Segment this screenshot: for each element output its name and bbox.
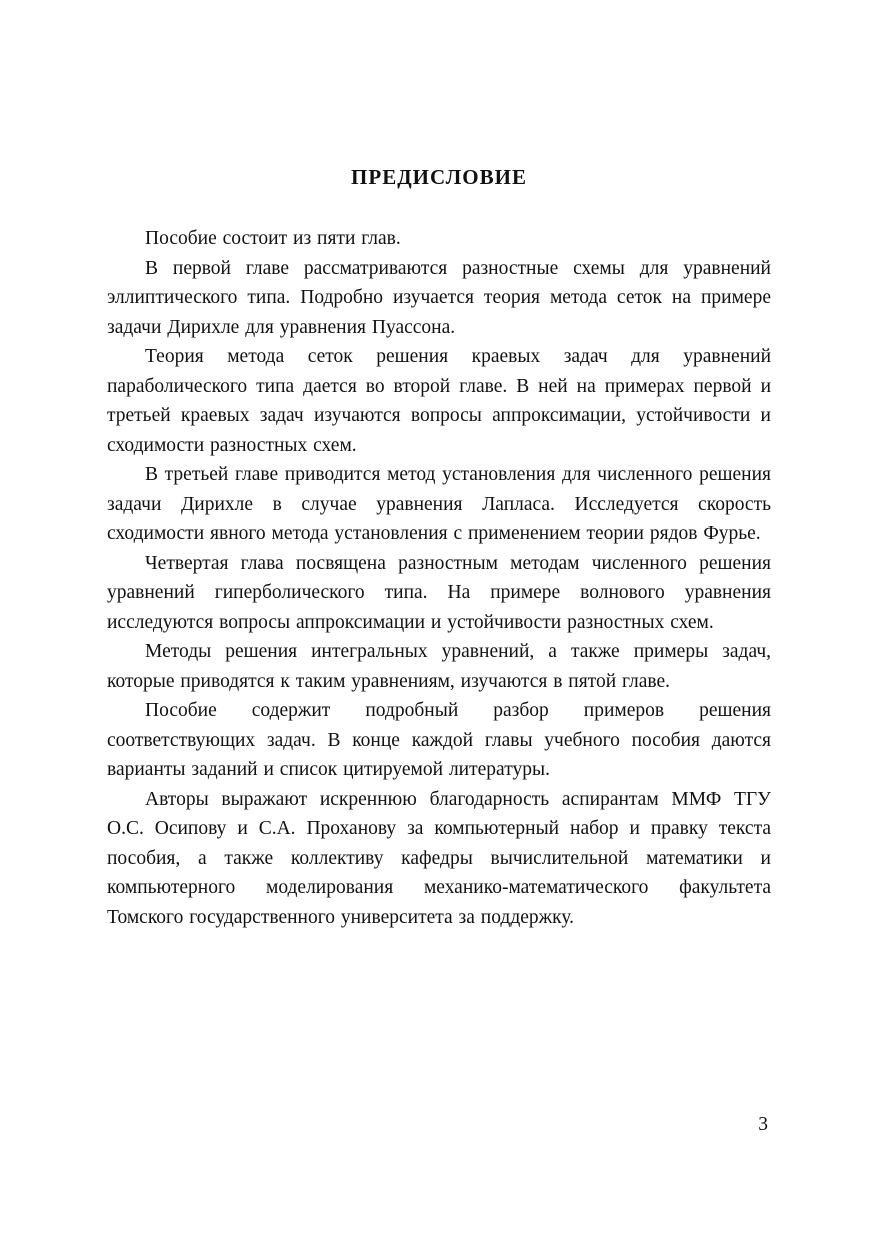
paragraph: Методы решения интегральных уравнений, а также примеры задач, которые приводятся к таким уравнениям, изучаются в пятой главе. bbox=[107, 641, 771, 692]
page-content bbox=[107, 165, 771, 932]
paragraph: Четвертая глава посвящена разностным методам численного решения уравнений гиперболического типа. На примере волнового уравнения исследуются вопросы аппроксимации и устойчивости разностных схем. bbox=[107, 552, 771, 633]
page-title: ПРЕДИСЛОВИЕ bbox=[351, 165, 527, 189]
preface-text bbox=[107, 224, 771, 932]
paragraph: Пособие состоит из пяти глав. bbox=[145, 228, 401, 249]
paragraph: Пособие содержит подробный разбор примеров решения соответствующих задач. В конце каждой главы учебного пособия даются варианты заданий и список цитируемой литературы. bbox=[107, 700, 771, 780]
paragraph: В первой главе рассматриваются разностные схемы для уравнений эллиптического типа. Подробно изучается теория метода сеток на примере задачи Дирихле для уравнения Пуассона. bbox=[107, 257, 771, 338]
page-number: 3 bbox=[758, 1114, 768, 1135]
paragraph: В третьей главе приводится метод установления для численного решения задачи Дирихле в случае уравнения Лапласа. Исследуется скорость сходимости явного метода установления с применением теории рядов Фурье. bbox=[107, 464, 771, 544]
paragraph: Теория метода сеток решения краевых задач для уравнений параболического типа дается во второй главе. В ней на примерах первой и третьей краевых задач изучаются вопросы аппроксимации, устойчивости и сходимости разностных схем. bbox=[107, 346, 771, 456]
paragraph: Авторы выражают искреннюю благодарность аспирантам ММФ ТГУ О.С. Осипову и С.А. Проханову за компьютерный набор и правку текста пособия, а также коллективу кафедры вычислительной математики и компьютерного моделирования механико-математического факультета Томского государственного университета за поддержку. bbox=[107, 788, 771, 928]
